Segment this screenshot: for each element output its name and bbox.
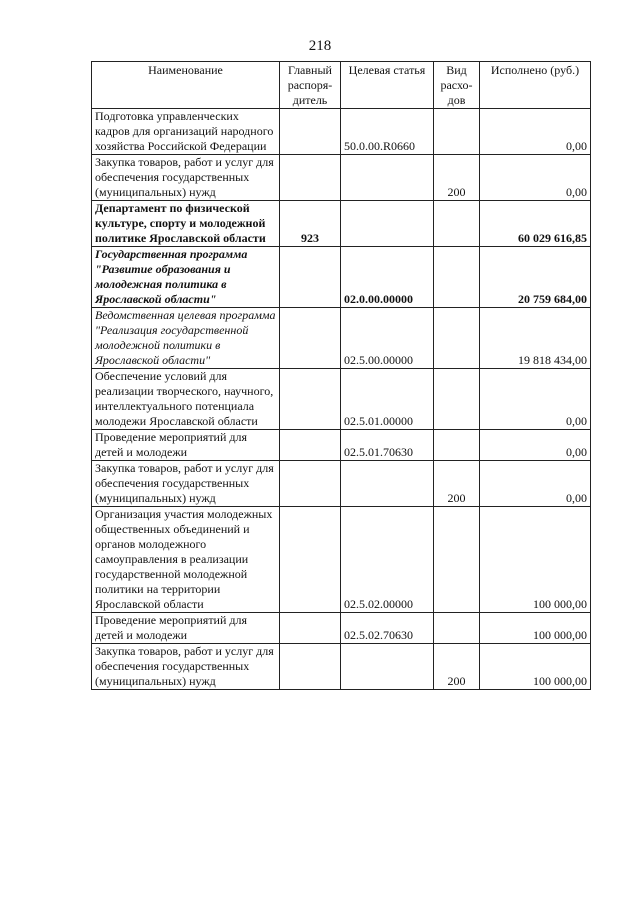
cell-amount: 20 759 684,00: [480, 247, 591, 308]
cell-admin: [280, 613, 341, 644]
cell-amount: 60 029 616,85: [480, 201, 591, 247]
cell-kind: 200: [434, 644, 480, 690]
table-row: [92, 201, 591, 247]
cell-name: Ведомственная целевая программа "Реализация государственной молодежной политики в Ярославской области": [92, 308, 280, 369]
cell-name: Проведение мероприятий для детей и молодежи: [92, 613, 280, 644]
cell-amount: 0,00: [480, 155, 591, 201]
table-row: [92, 109, 591, 155]
cell-kind: [434, 308, 480, 369]
page-number: 218: [308, 38, 332, 54]
cell-admin: [280, 507, 341, 613]
cell-kind: [434, 507, 480, 613]
cell-amount: 0,00: [480, 369, 591, 430]
table-row: [92, 461, 591, 507]
cell-kind: [434, 613, 480, 644]
table-row: [92, 644, 591, 690]
cell-target: [341, 155, 434, 201]
cell-admin: [280, 155, 341, 201]
cell-target: 02.5.01.70630: [341, 430, 434, 461]
cell-target: 02.5.01.00000: [341, 369, 434, 430]
column-header-kind: Вид расхо-дов: [434, 62, 480, 109]
cell-amount: 100 000,00: [480, 507, 591, 613]
cell-admin: [280, 369, 341, 430]
cell-admin: [280, 247, 341, 308]
cell-kind: [434, 369, 480, 430]
cell-target: 02.0.00.00000: [341, 247, 434, 308]
cell-admin: [280, 461, 341, 507]
table-row: [92, 369, 591, 430]
budget-table: [91, 61, 591, 690]
cell-target: [341, 201, 434, 247]
cell-admin: [280, 644, 341, 690]
cell-name: Подготовка управленческих кадров для организаций народного хозяйства Российской Федерации: [92, 109, 280, 155]
table-row: [92, 308, 591, 369]
column-header-target: Целевая статья: [341, 62, 434, 109]
cell-target: [341, 461, 434, 507]
cell-amount: 19 818 434,00: [480, 308, 591, 369]
cell-name: Проведение мероприятий для детей и молодежи: [92, 430, 280, 461]
cell-name: Закупка товаров, работ и услуг для обеспечения государственных (муниципальных) нужд: [92, 155, 280, 201]
table-row: [92, 430, 591, 461]
cell-amount: 100 000,00: [480, 644, 591, 690]
cell-kind: [434, 430, 480, 461]
cell-kind: 200: [434, 461, 480, 507]
table-row: [92, 155, 591, 201]
cell-target: 02.5.02.00000: [341, 507, 434, 613]
column-header-admin: Главный распоря-дитель: [280, 62, 341, 109]
cell-kind: 200: [434, 155, 480, 201]
cell-name: Закупка товаров, работ и услуг для обеспечения государственных (муниципальных) нужд: [92, 644, 280, 690]
cell-target: [341, 644, 434, 690]
table-row: [92, 247, 591, 308]
cell-target: 02.5.02.70630: [341, 613, 434, 644]
cell-amount: 0,00: [480, 109, 591, 155]
cell-name: Государственная программа "Развитие образования и молодежная политика в Ярославской области": [92, 247, 280, 308]
cell-amount: 0,00: [480, 430, 591, 461]
table-row: [92, 613, 591, 644]
cell-admin: [280, 430, 341, 461]
table-header-row: [92, 62, 591, 109]
column-header-amount: Исполнено (руб.): [480, 62, 591, 109]
cell-amount: 0,00: [480, 461, 591, 507]
cell-kind: [434, 201, 480, 247]
cell-admin: 923: [280, 201, 341, 247]
table-row: [92, 507, 591, 613]
cell-kind: [434, 109, 480, 155]
cell-admin: [280, 109, 341, 155]
cell-admin: [280, 308, 341, 369]
cell-target: 02.5.00.00000: [341, 308, 434, 369]
cell-target: 50.0.00.R0660: [341, 109, 434, 155]
cell-kind: [434, 247, 480, 308]
cell-name: Департамент по физической культуре, спорту и молодежной политике Ярославской области: [92, 201, 280, 247]
cell-name: Обеспечение условий для реализации творческого, научного, интеллектуального потенциала молодежи Ярославской области: [92, 369, 280, 430]
column-header-name: Наименование: [92, 62, 280, 109]
cell-name: Организация участия молодежных общественных объединений и органов молодежного самоуправления в реализации государственной молодежной политики на территории Ярославской области: [92, 507, 280, 613]
cell-amount: 100 000,00: [480, 613, 591, 644]
cell-name: Закупка товаров, работ и услуг для обеспечения государственных (муниципальных) нужд: [92, 461, 280, 507]
